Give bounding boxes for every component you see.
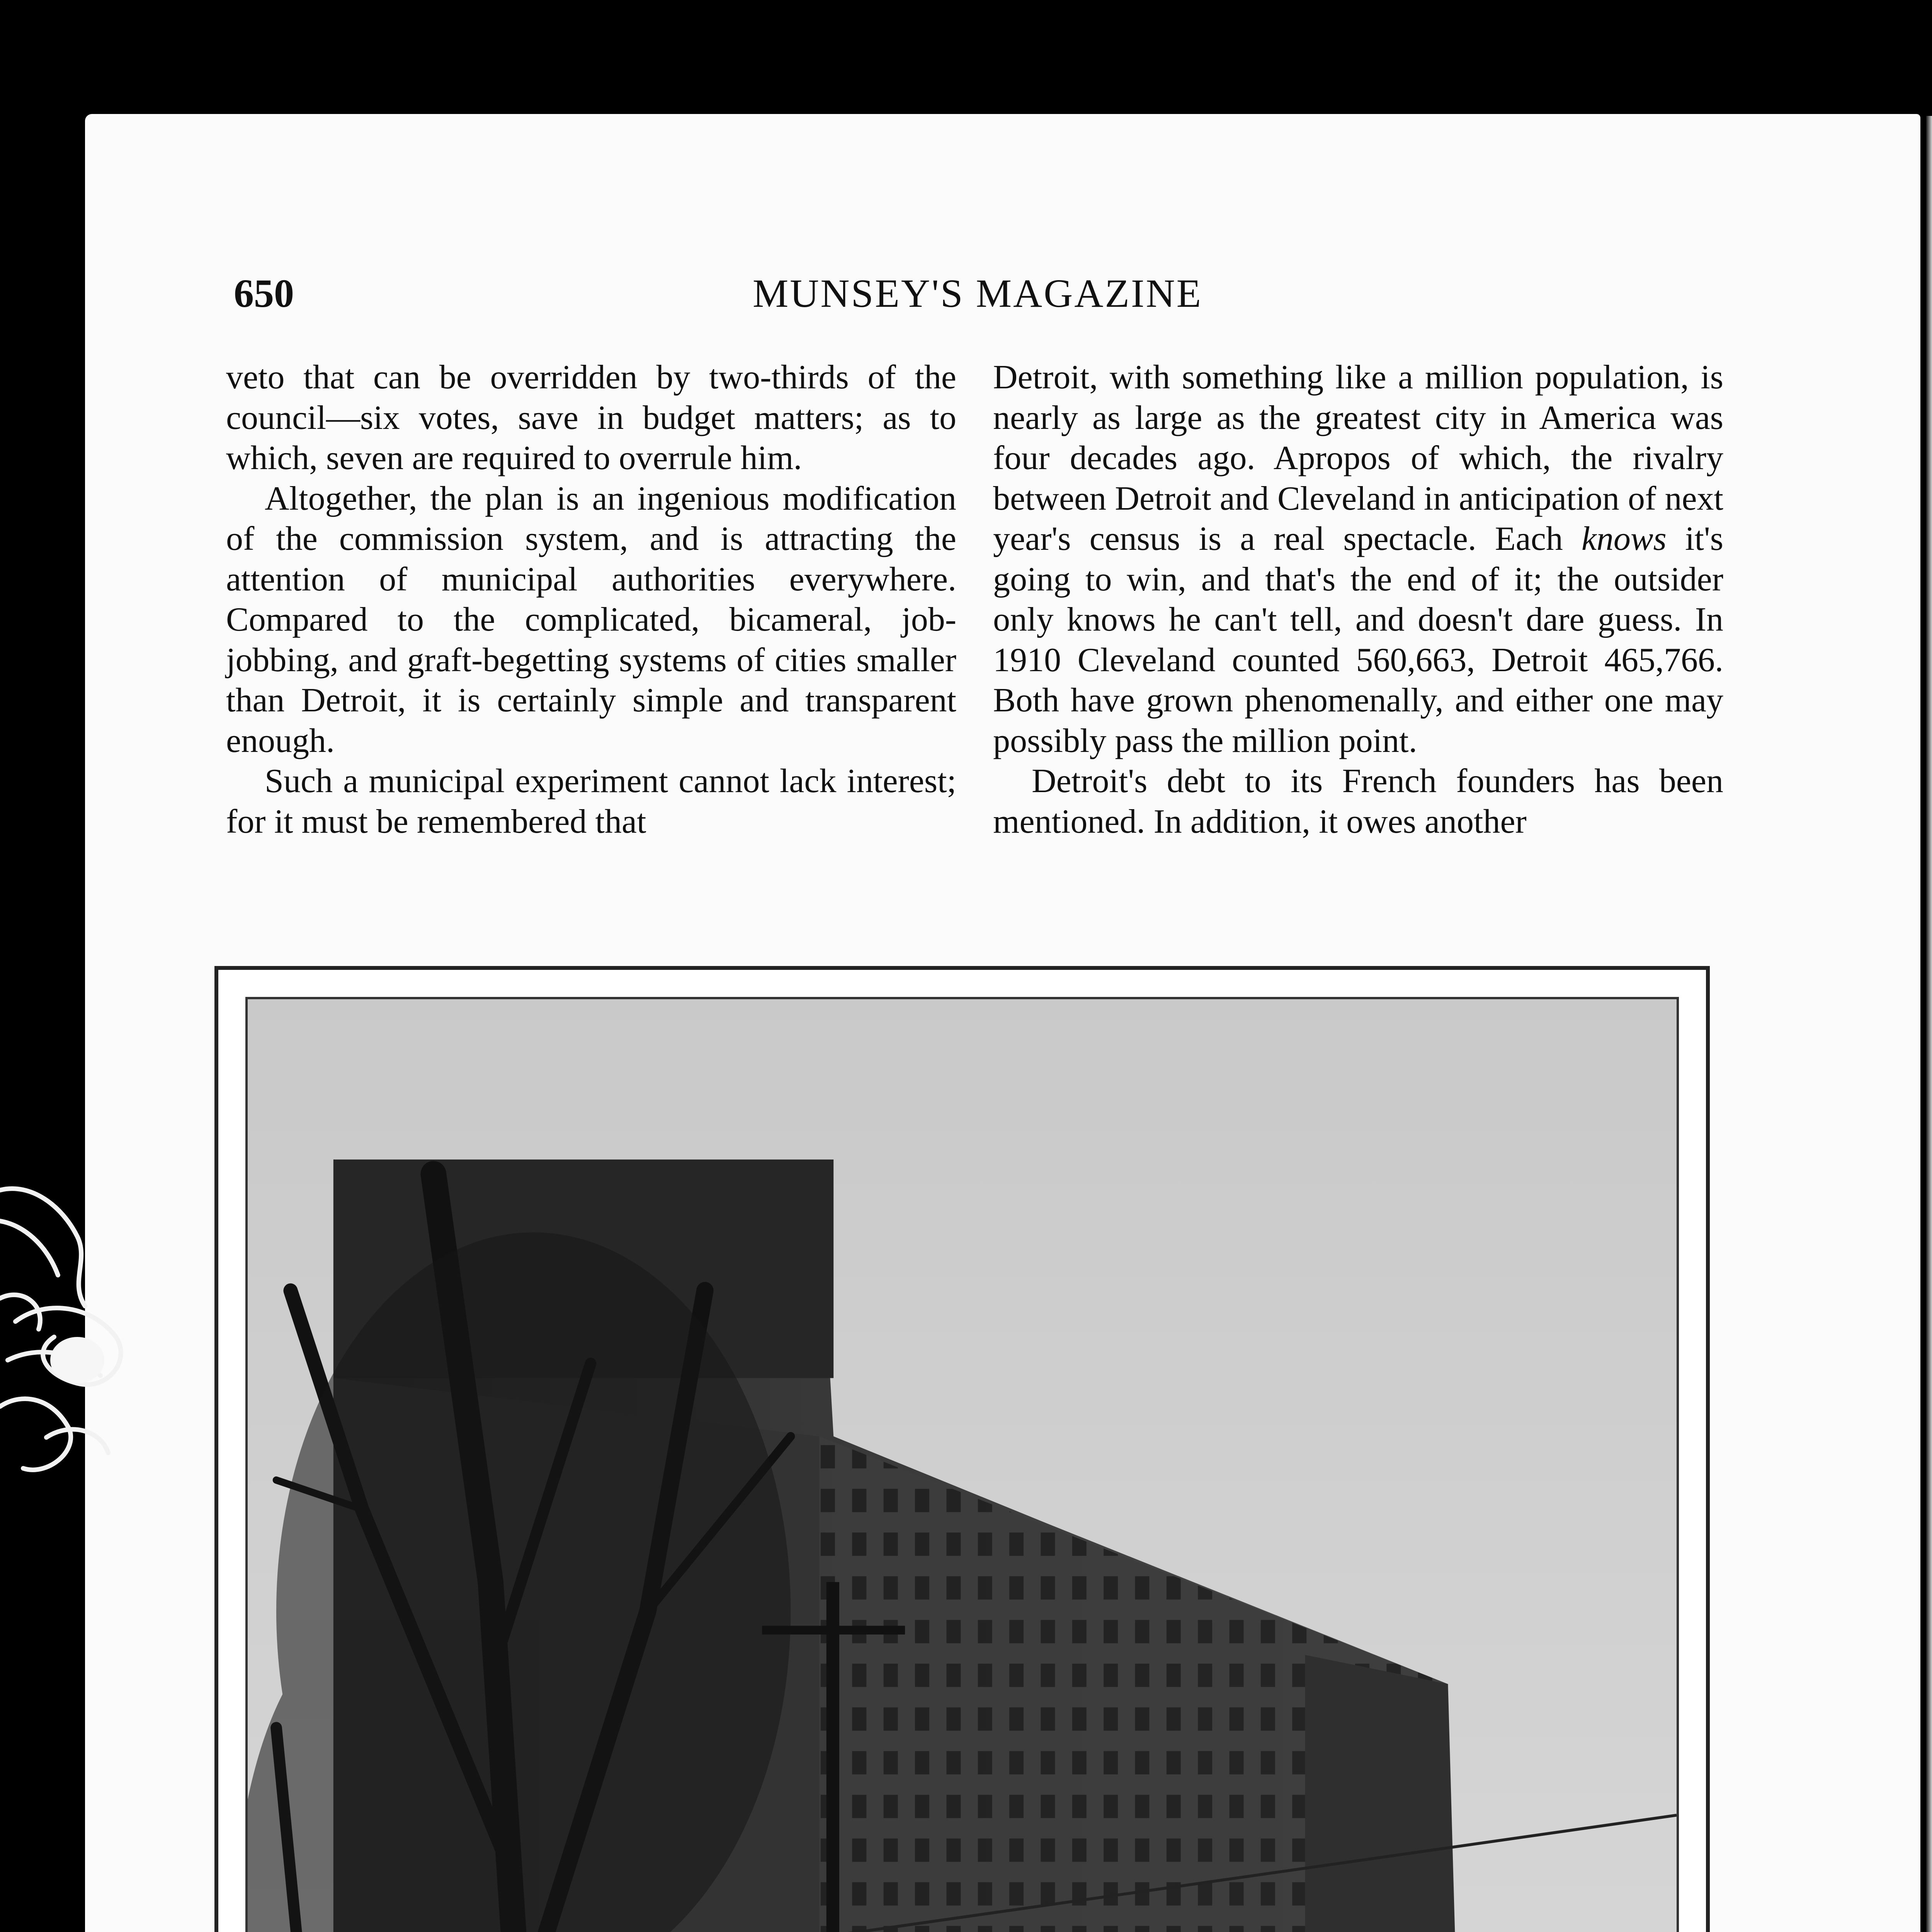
photo-frame bbox=[214, 966, 1710, 1932]
page-number: 650 bbox=[234, 271, 294, 316]
right-paragraph-1-emphasis: knows bbox=[1581, 520, 1667, 558]
right-paragraph-1-b: it's going to win, and that's the end of it; the outsider only knows he can't tell, and doesn't dare guess. In 1910 Cleveland counted 560,663, Detroit 465,766. Both have grown phenomenally, and either one may possibly pass the million point. bbox=[993, 520, 1723, 760]
terminal-building-illustration bbox=[248, 999, 1677, 1932]
right-paragraph-2: Detroit's debt to its French founders has been mentioned. In addition, it owes another bbox=[993, 762, 1723, 840]
terminal-building-photo bbox=[245, 997, 1679, 1932]
left-paragraph-3: Such a municipal experiment cannot lack interest; for it must be remembered that bbox=[226, 762, 956, 840]
page-header bbox=[234, 270, 1721, 325]
running-head: MUNSEY'S MAGAZINE bbox=[752, 271, 1203, 316]
right-paragraph-1 bbox=[993, 357, 1723, 761]
right-paragraph-1-a: Detroit, with something like a million population, is nearly as large as the greatest city in America was four decades ago. Apropos of which, the rivalry between Detroit and Cleveland in anticipation of next year's census is a real spectacle. Each bbox=[993, 359, 1723, 558]
left-paragraph-1: veto that can be overridden by two-thirds of the council—six votes, save in budget matters; as to which, seven are required to overrule him. bbox=[226, 359, 956, 477]
page-edge bbox=[1926, 116, 1932, 1932]
left-paragraph-2: Altogether, the plan is an ingenious modification of the commission system, and is attracting the attention of municipal authorities everywhere. Compared to the complicated, bicameral, job-jobbing, and graft-begetting systems of cities smaller than Detroit, it is certainly simple and transparent enough. bbox=[226, 480, 956, 760]
binding-thread-image bbox=[0, 1159, 139, 1507]
right-column bbox=[993, 357, 1723, 842]
left-column bbox=[226, 357, 956, 842]
